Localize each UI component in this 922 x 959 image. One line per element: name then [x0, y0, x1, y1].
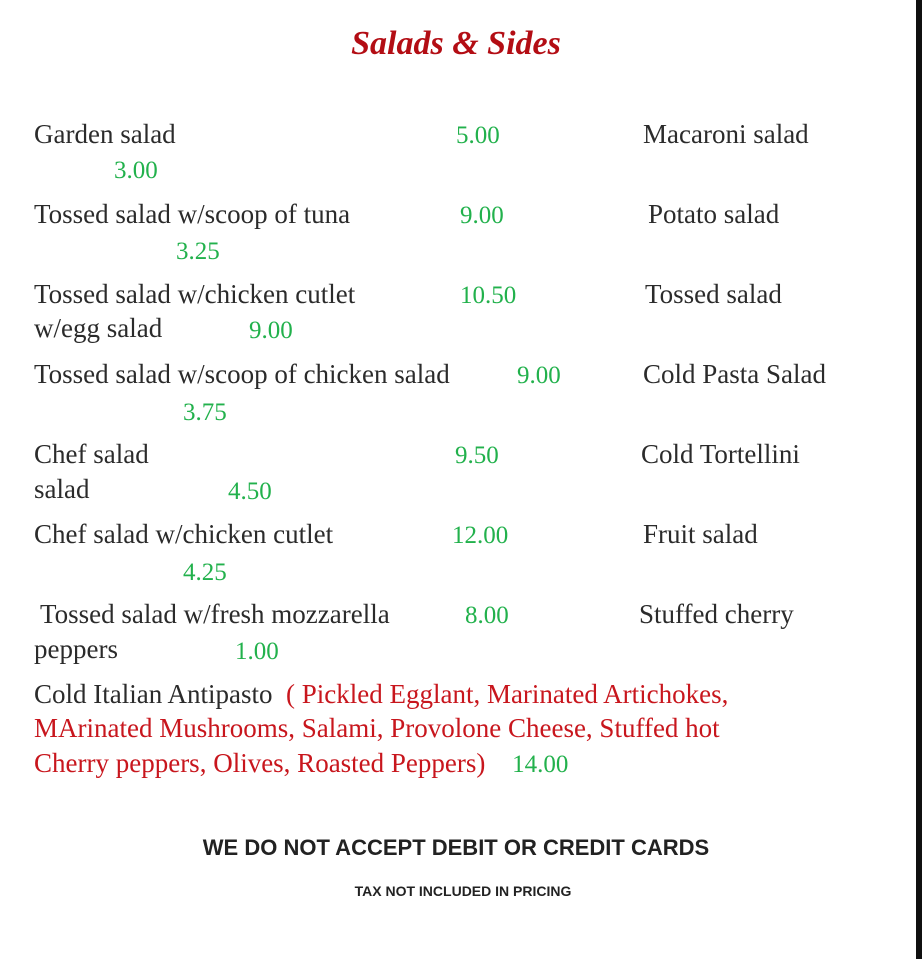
item-price: 9.00 — [460, 202, 504, 229]
item-name: Tossed salad w/fresh mozzarella — [40, 599, 390, 629]
item-price: 3.25 — [176, 238, 220, 265]
item-name: peppers — [34, 634, 118, 664]
antipasto-description: Cherry peppers, Olives, Roasted Peppers) — [34, 748, 486, 778]
antipasto-title: Cold Italian Antipasto — [34, 679, 273, 709]
item-name: Chef salad w/chicken cutlet — [34, 519, 334, 549]
item-price: 9.00 — [249, 317, 293, 344]
item-price: 3.00 — [114, 157, 158, 184]
item-name: Potato salad — [648, 199, 780, 229]
item-name: Macaroni salad — [643, 119, 809, 149]
antipasto-price: 14.00 — [512, 751, 569, 778]
item-name: Stuffed cherry — [639, 599, 794, 629]
item-name: Fruit salad — [643, 519, 758, 549]
item-price: 8.00 — [465, 602, 509, 629]
payment-notice: WE DO NOT ACCEPT DEBIT OR CREDIT CARDS — [202, 835, 710, 860]
right-border — [916, 0, 922, 959]
item-price: 9.00 — [517, 362, 561, 389]
item-name: Tossed salad w/chicken cutlet — [34, 279, 356, 309]
antipasto-description: ( Pickled Egglant, Marinated Artichokes, — [285, 679, 729, 709]
tax-notice: TAX NOT INCLUDED IN PRICING — [354, 883, 572, 899]
item-name: Chef salad — [34, 439, 149, 469]
item-name: w/egg salad — [34, 313, 163, 343]
item-name: salad — [34, 474, 90, 504]
item-price: 5.00 — [456, 122, 500, 149]
antipasto-last-line — [34, 748, 568, 780]
item-name: Tossed salad — [645, 279, 782, 309]
item-price: 4.25 — [183, 559, 227, 586]
item-name: Tossed salad w/scoop of tuna — [34, 199, 351, 229]
item-name: Cold Tortellini — [641, 439, 800, 469]
item-price: 10.50 — [460, 282, 517, 309]
item-name: Garden salad — [34, 119, 176, 149]
item-name: Tossed salad w/scoop of chicken salad — [34, 359, 450, 389]
item-price: 12.00 — [452, 522, 509, 549]
menu-title: Salads & Sides — [351, 25, 561, 62]
item-price: 3.75 — [183, 399, 227, 426]
antipasto-name — [34, 679, 728, 709]
item-name: Cold Pasta Salad — [643, 359, 826, 389]
item-price: 9.50 — [455, 442, 499, 469]
antipasto-description: MArinated Mushrooms, Salami, Provolone Cheese, Stuffed hot — [34, 713, 720, 743]
item-price: 4.50 — [228, 478, 272, 505]
item-price: 1.00 — [235, 638, 279, 665]
